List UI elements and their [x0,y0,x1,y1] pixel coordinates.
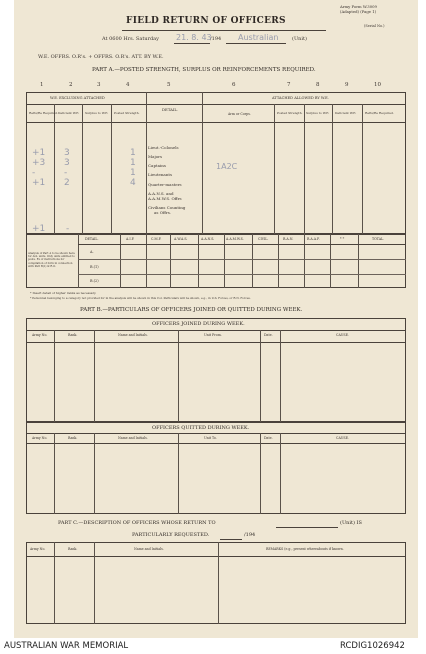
we-line: W.E. OFFRS. O.R's. + OFFRS. O.R's. ATT. BY W.E. [38,54,164,60]
part-c-title: PART C.—DESCRIPTION OF OFFICERS WHOSE RETURN TO [58,520,216,526]
at-line: At 0600 Hrs. Saturday [102,36,159,42]
column-numbers: 1 2 3 4 5 6 7 8 9 10 [40,82,381,88]
year-field: /194 [210,36,222,42]
note-1: * Insert detail of higher ranks as necessary. [30,291,97,295]
list-item: Civilians Counting [148,205,186,210]
list-item: Quarter-masters [148,182,182,187]
form-title: FIELD RETURN OF OFFICERS [126,16,286,26]
analysis-table [26,234,406,288]
list-item: Majors [148,154,163,159]
part-a-title: PART A.—POSTED STRENGTH, SURPLUS OR REINFORCEMENTS REQUIRED. [92,67,316,73]
footer-source: AUSTRALIAN WAR MEMORIAL [4,641,129,651]
part-c-line2: PARTICULARLY REQUESTED. [132,532,210,538]
list-item: Lieut.-Colonels [148,145,179,150]
footer-bar [0,638,426,654]
handwritten-unit: Australian [238,33,279,42]
handwritten-date: 21. 8. 43 [176,33,212,42]
form-id-3: (Serial No.) [364,24,385,28]
part-b-title: PART B.—PARTICULARS OF OFFICERS JOINED OR QUITTED DURING WEEK. [80,307,303,313]
quitted-title: OFFICERS QUITTED DURING WEEK. [152,425,250,431]
unit-label: (Unit) [292,36,307,42]
form-id-2: (Adapted) (Page 1) [340,9,377,14]
list-item: A.A.N.S. and [148,191,174,196]
detail-list [148,146,202,226]
note-2: * Personnel belonging to a category not provided for in the analysis will be shown in this Col. Particulars will be shown, e.g., in U.S. Forces, or R.N. Forces. [30,296,251,300]
part-c-year: /194 [244,532,256,538]
list-item: Lieutenants [148,172,173,177]
header-attached: ATTACHED ALLOWED BY W.E. [272,96,329,100]
detail-header: DETAIL. [162,107,179,112]
form-id-1: Army Form W.3009 [340,4,377,9]
analysis-label: Analysis of Part A to be shown here for ALL units. Only units entitled to posts. Ex of instructions for compilation of form in connection with Part B(1) & R.O. [28,252,75,268]
footer-id: RCDIG1026942 [340,641,405,651]
form-paper: FIELD RETURN OF OFFICERS Army Form W.3009 (Adapted) (Page 1) (Serial No.) At 0600 Hrs. Saturday /194 (Unit) 21. 8. 43 Australian W.E. OFFRS. O.R's. + OFFRS. O.R's. ATT. BY W.E. PART A.—POSTED STRENGTH, SURPLUS OR REINFORCEMENTS REQUIRED. 1 2 3 4 5 6 7 8 9 10 W.E. EXCLUDING ATTACHED ATTACHED ALLOWED BY W.E. DETAIL. Refts/Re Required. Deficient W.E. Surplus to W.E. Posted Strength. Arm or Corps. Posted Strength. Surplus to W.E. Deficient W.E. Refts/Re Required. Lieut.-Colonels Majors Captains Lieutenants Quarter-masters A.A.N.S. and A.A.M.W.S. Offrs Civilians Counting as Offrs. +1 +3 - +1 +1 3 3 - 2 - 1 1 1 4 1A2C Analysis of Part A to be shown here for ALL units. Only units entitled to posts. Ex of instructions for compilation of form in connection with Part B(1) & R.O. DETAIL. A.I.F. C.M.F. A.W.A.S. A.A.N.S. A.A.M.W.S. CIVIL. R.A.N. R.A.A.F. * * TOTAL. A. B.(1) B.(2) * Insert detail of higher ranks as necessary. * Personnel belonging to a category not provided for in the analysis will be shown in this Col. Particulars will be shown, e.g., in U.S. Forces, or R.N. Forces. PART B.—PARTICULARS OF OFFICERS JOINED OR QUITTED DURING WEEK. OFFICERS JOINED DURING WEEK. Army No. Rank. Name and Initials. Unit From. Date. CAUSE. OFFICERS QUITTED DURING WEEK. Army No. Rank. Name and Initials. Unit To. Date. CAUSE. PART C.—DESCRIPTION OF OFFICERS WHOSE RETURN TO (Unit) IS PARTICULARLY REQUESTED. /194 Army No. Rank. Name and Initials. REMARKS (e.g., present whereabouts if known. [14,0,418,638]
joined-title: OFFICERS JOINED DURING WEEK. [152,321,245,327]
header-we-excluding: W.E. EXCLUDING ATTACHED [50,96,105,100]
part-c-unit: (Unit) IS [340,520,362,526]
list-item: Captains [148,163,166,168]
part-c-table [26,542,406,624]
list-item: as Offrs. [154,210,172,215]
list-item: A.A.M.W.S. Offrs [148,196,182,201]
